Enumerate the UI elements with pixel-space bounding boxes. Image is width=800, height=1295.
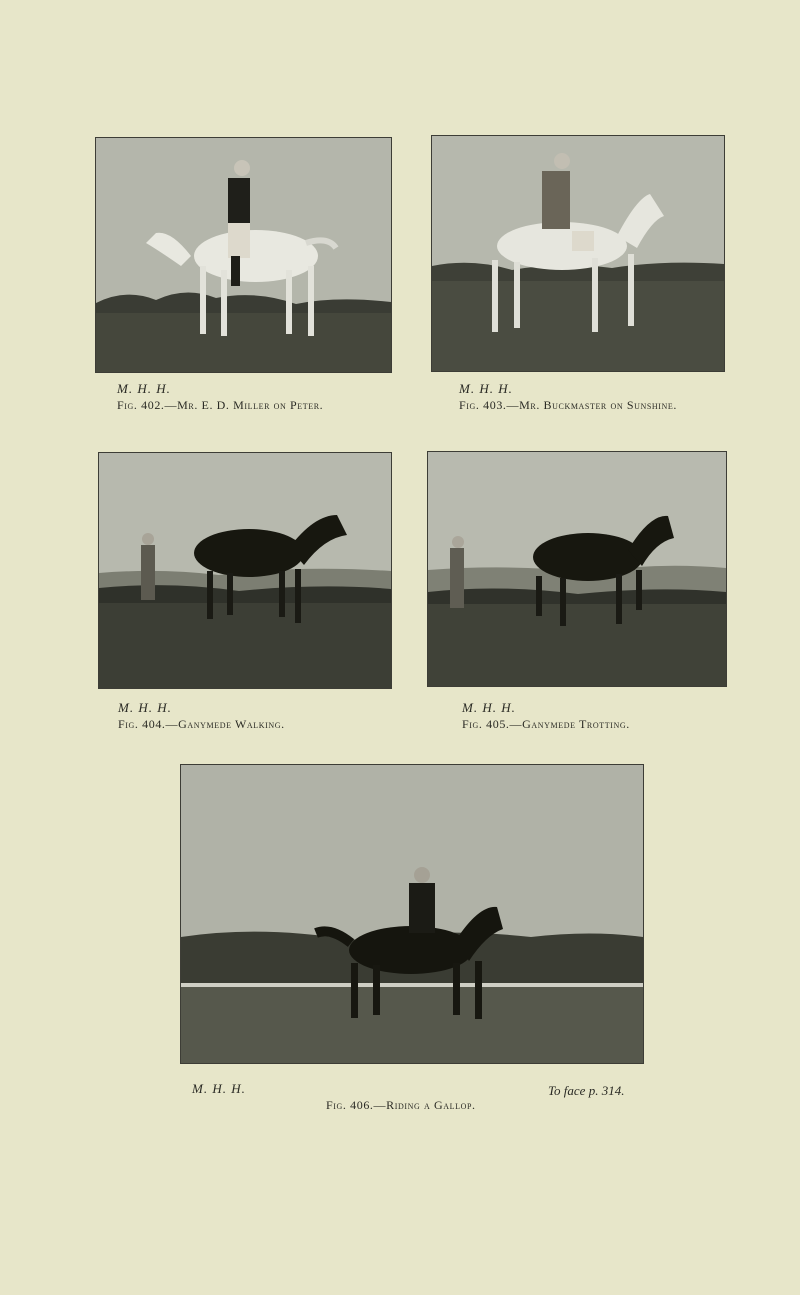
photographer-credit: M. H. H. <box>117 381 171 396</box>
figure-caption: Fig. 406.—Riding a Gallop. <box>326 1098 476 1112</box>
facing-page-note: To face p. 314. <box>548 1083 625 1098</box>
photo-fig-402 <box>95 137 392 373</box>
figure-caption: Fig. 404.—Ganymede Walking. <box>118 717 285 731</box>
photo-fig-403 <box>431 135 725 372</box>
photographer-credit: M. H. H. <box>118 700 172 715</box>
photo-fig-404 <box>98 452 392 689</box>
figure-caption: Fig. 402.—Mr. E. D. Miller on Peter. <box>117 398 324 412</box>
photographer-credit: M. H. H. <box>462 700 516 715</box>
figure-caption: Fig. 405.—Ganymede Trotting. <box>462 717 630 731</box>
figure-caption: Fig. 403.—Mr. Buckmaster on Sunshine. <box>459 398 678 412</box>
photo-fig-405 <box>427 451 727 687</box>
photo-fig-406 <box>180 764 644 1064</box>
photographer-credit: M. H. H. <box>459 381 513 396</box>
photographer-credit: M. H. H. <box>192 1081 246 1096</box>
